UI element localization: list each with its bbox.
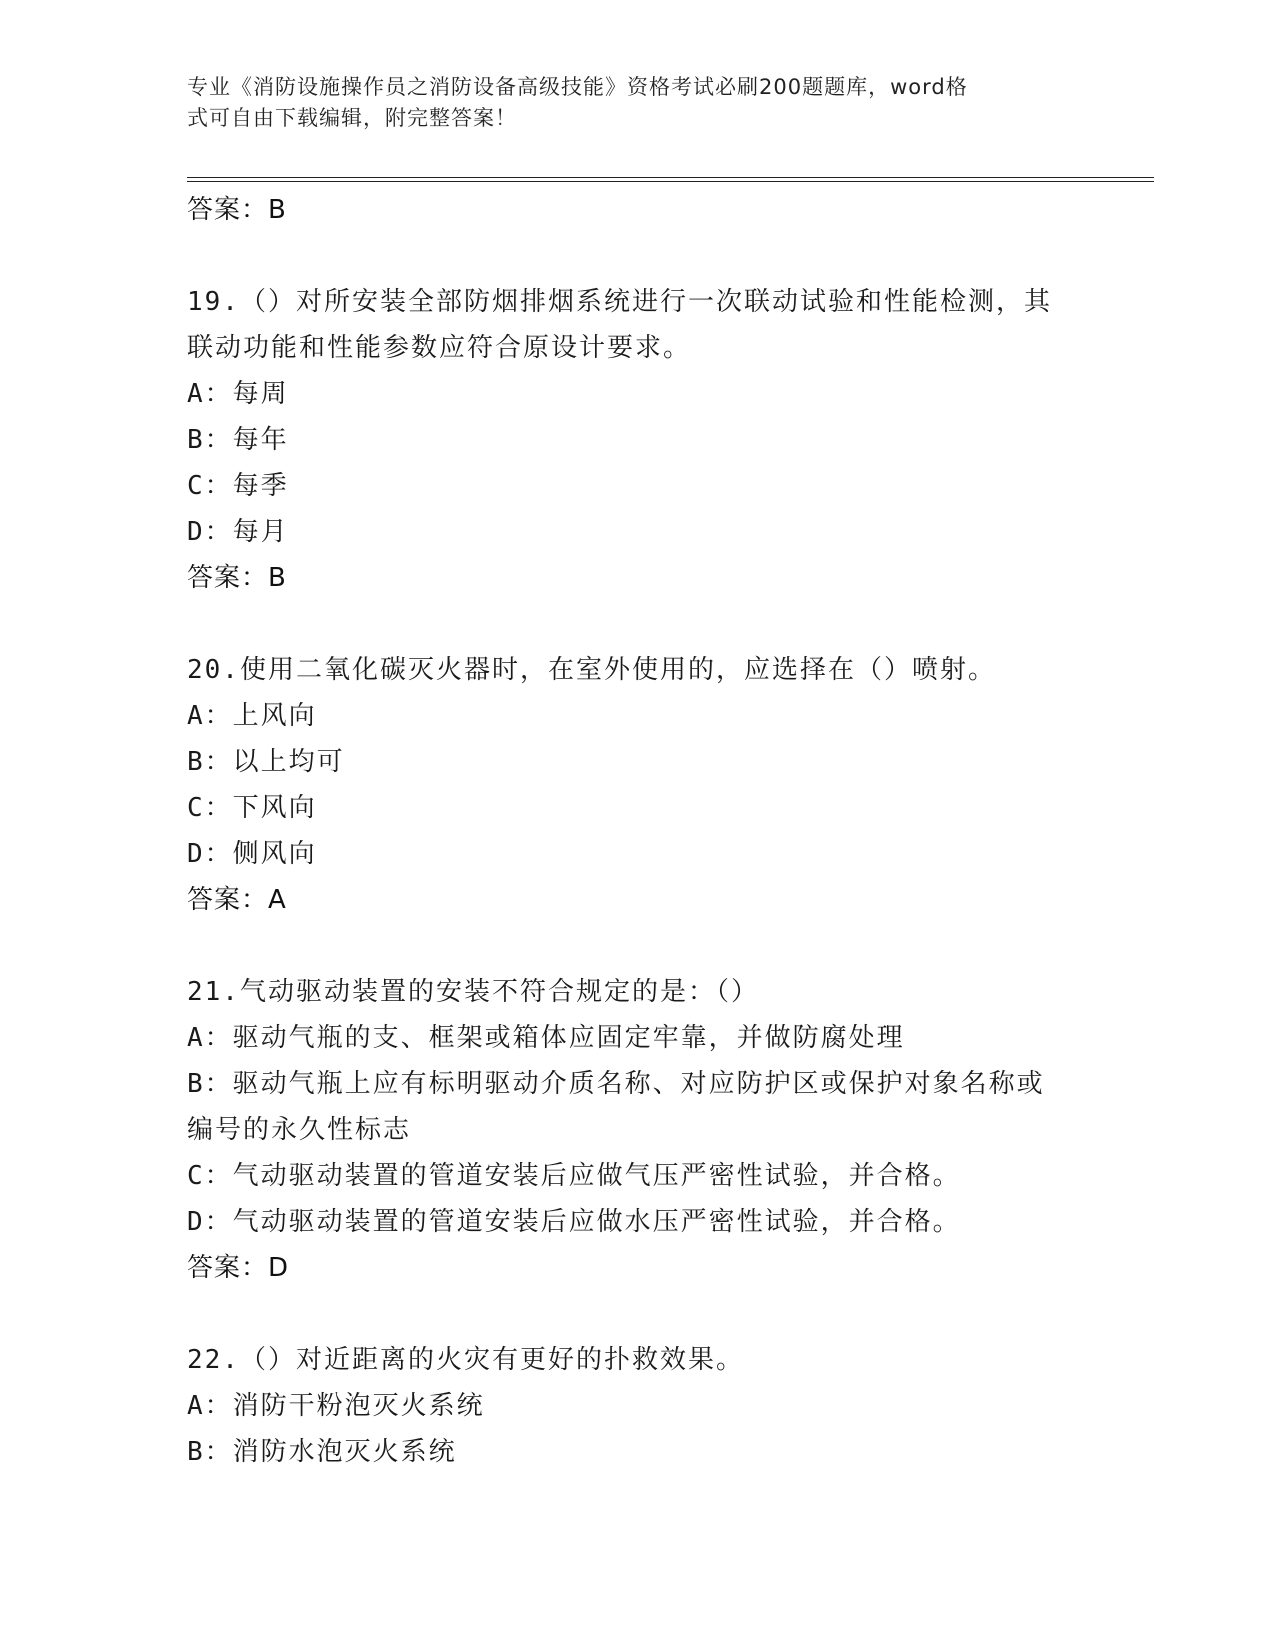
answer: 答案：B [187,563,287,593]
previous-answer: 答案：B [187,195,287,225]
header-line-1: 专业《消防设施操作员之消防设备高级技能》资格考试必刷200题题库，word格 [187,75,968,99]
spacer [187,601,1087,647]
question-21 [187,969,1087,1291]
question-text-line: 联动功能和性能参数应符合原设计要求。 [187,333,692,363]
question-text-line: 21.气动驱动装置的安装不符合规定的是：（） [187,977,759,1007]
header-double-rule [187,177,1154,182]
page-header [187,72,1067,134]
question-20 [187,647,1087,923]
option-a: A：驱动气瓶的支、框架或箱体应固定牢靠，并做防腐处理 [187,1023,905,1053]
option-b: B：每年 [187,425,289,455]
option-d: D：气动驱动装置的管道安装后应做水压严密性试验，并合格。 [187,1207,961,1237]
header-line-2: 式可自由下载编辑，附完整答案！ [187,106,517,130]
question-19 [187,279,1087,601]
option-d: D：侧风向 [187,839,317,869]
spacer [187,233,1087,279]
answer: 答案：A [187,885,287,915]
spacer [187,923,1087,969]
question-text-line: 20.使用二氧化碳灭火器时，在室外使用的，应选择在（）喷射。 [187,655,996,685]
option-d: D：每月 [187,517,289,547]
option-a: A：消防干粉泡灭火系统 [187,1391,485,1421]
question-text-line: 22.（）对近距离的火灾有更好的扑救效果。 [187,1345,744,1375]
question-22 [187,1337,1087,1475]
spacer [187,1291,1087,1337]
option-c: C：每季 [187,471,289,501]
option-c: C：下风向 [187,793,317,823]
document-body [187,187,1087,1475]
question-text-line: 19.（）对所安装全部防烟排烟系统进行一次联动试验和性能检测，其 [187,287,1052,317]
option-a: A：每周 [187,379,289,409]
answer: 答案：D [187,1253,290,1283]
option-c: C：气动驱动装置的管道安装后应做气压严密性试验，并合格。 [187,1161,961,1191]
option-b-continued: 编号的永久性标志 [187,1115,412,1145]
option-b: B：驱动气瓶上应有标明驱动介质名称、对应防护区或保护对象名称或 [187,1069,1045,1099]
option-b: B：消防水泡灭火系统 [187,1437,457,1467]
option-b: B：以上均可 [187,747,345,777]
option-a: A：上风向 [187,701,317,731]
